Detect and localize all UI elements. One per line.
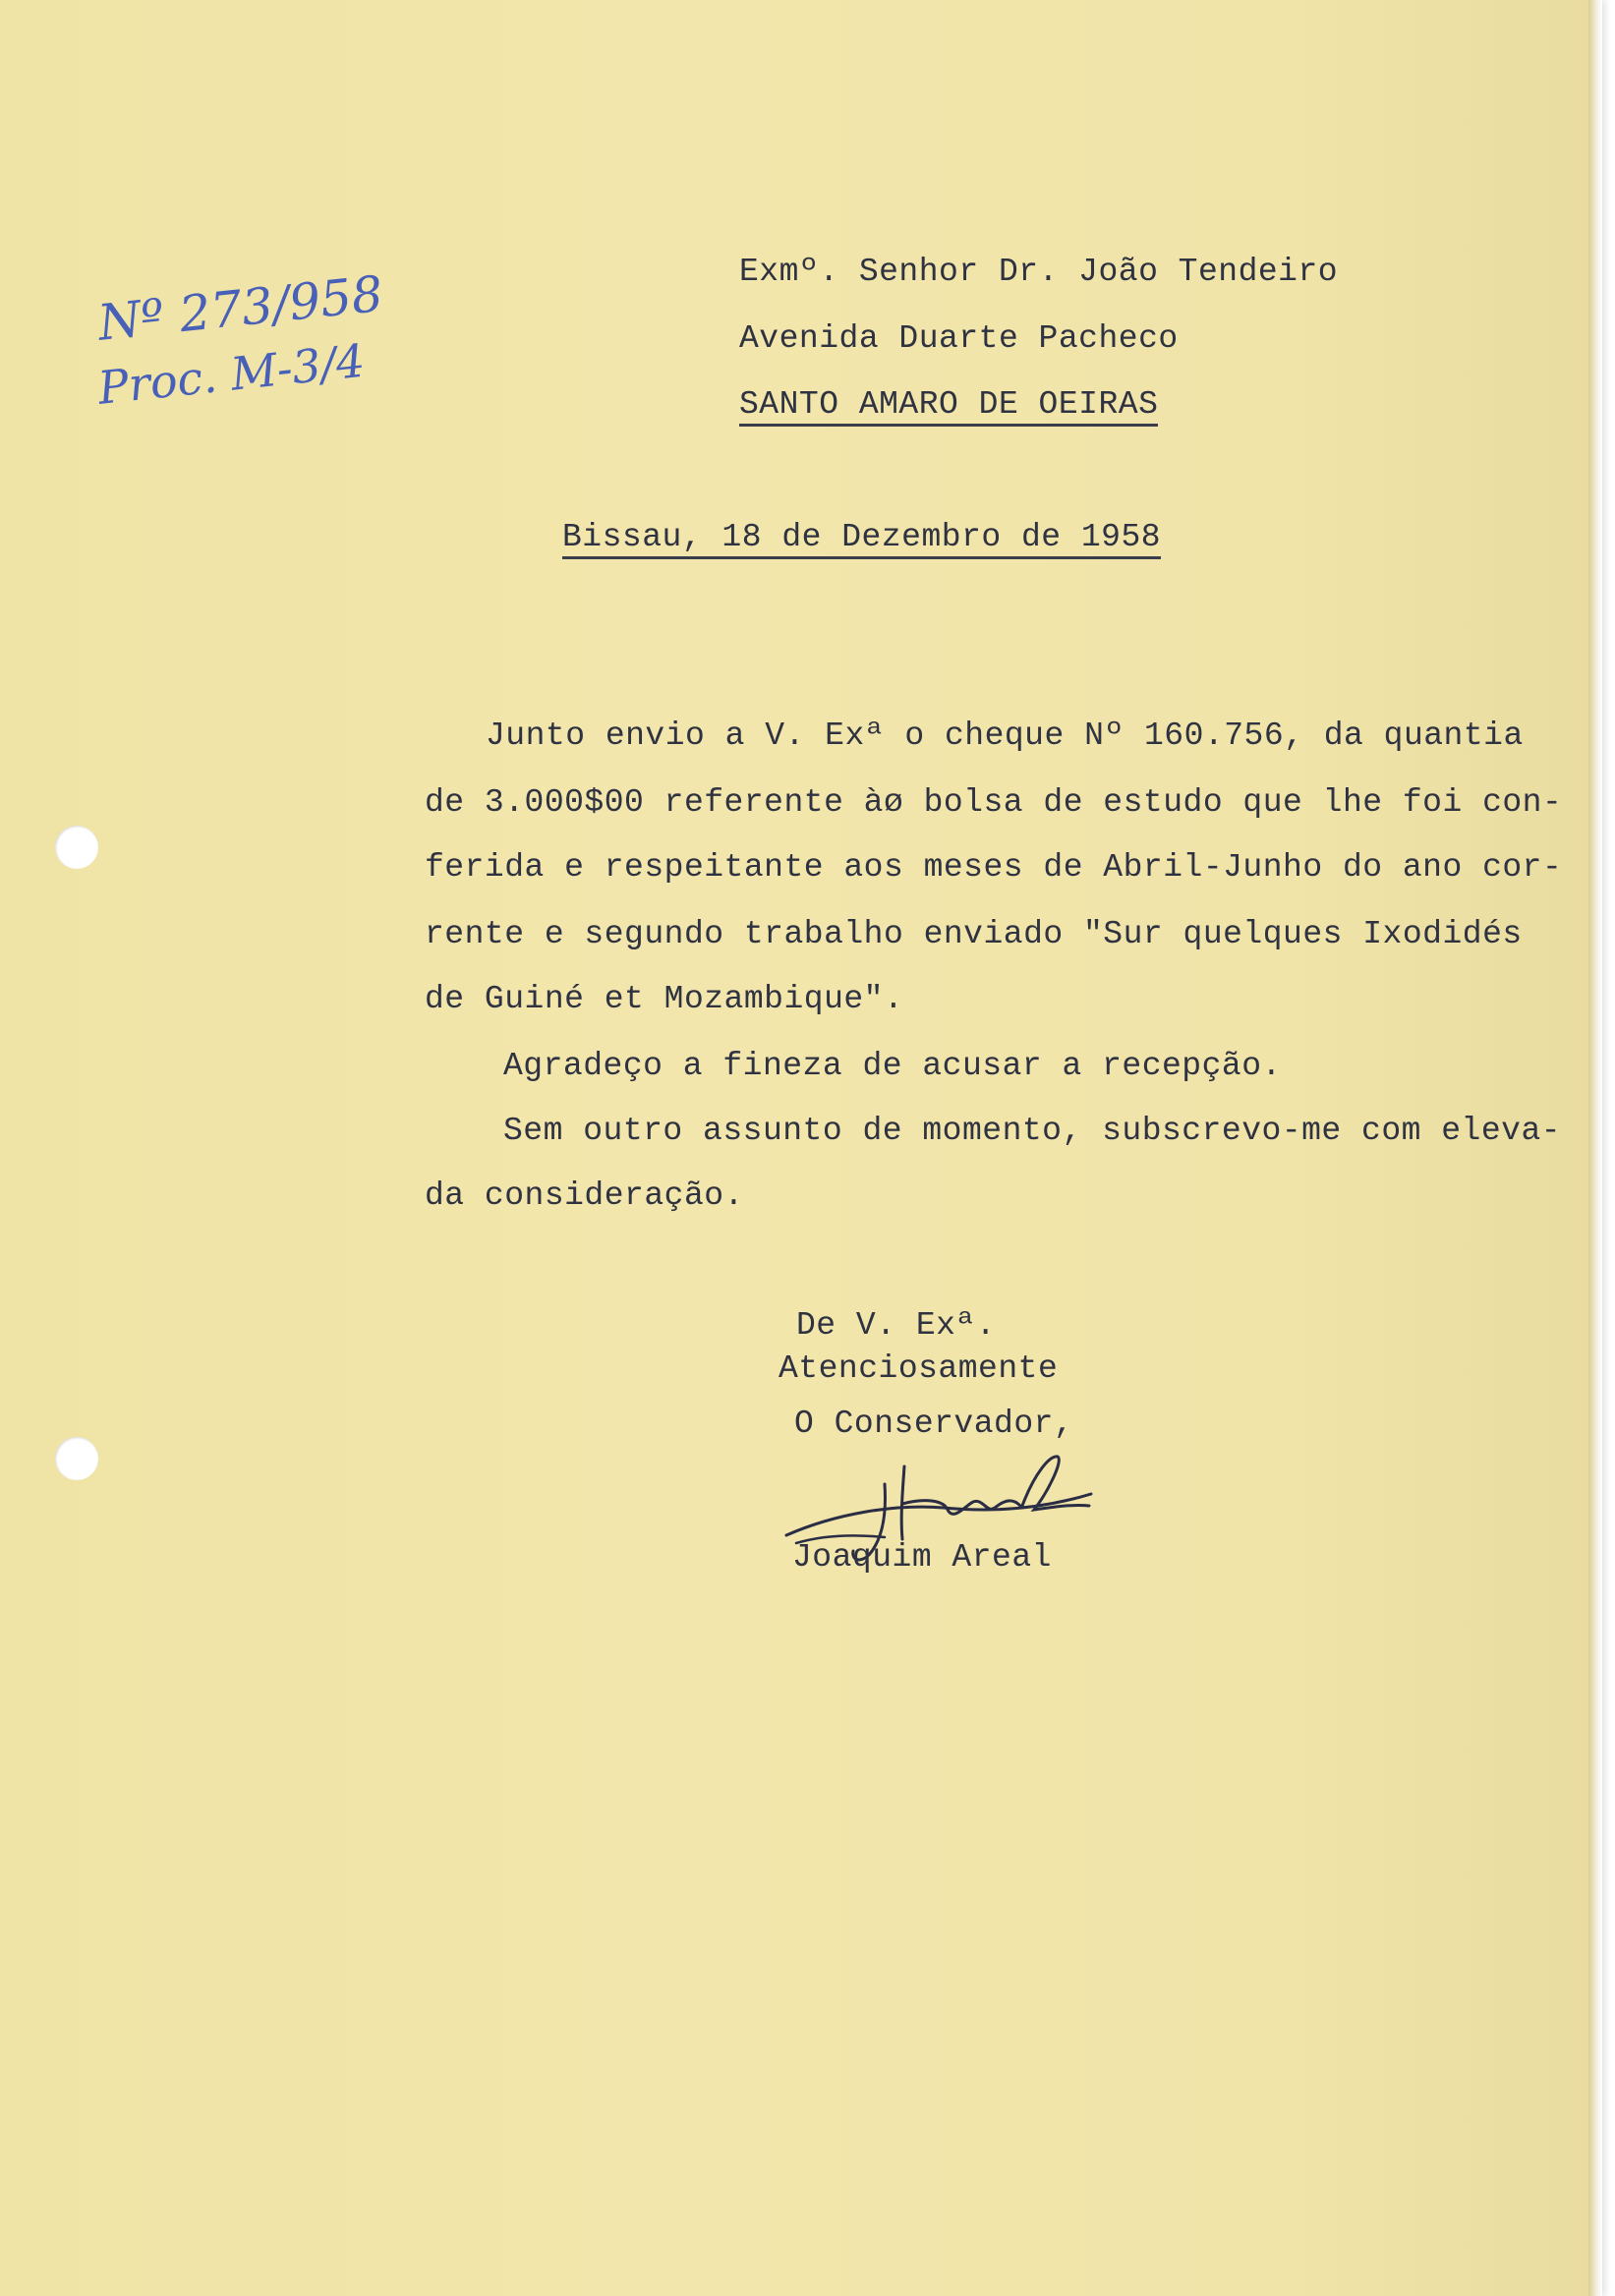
body-line-1: Junto envio a V. Exª o cheque Nº 160.756, da quantia xyxy=(486,718,1524,754)
addressee-name: Exmº. Senhor Dr. João Tendeiro xyxy=(739,254,1339,290)
body-line-4: rente e segundo trabalho enviado "Sur quelques Ixodidés xyxy=(425,916,1523,952)
addressee-street: Avenida Duarte Pacheco xyxy=(739,320,1179,357)
addressee-city: SANTO AMARO DE OEIRAS xyxy=(739,388,1158,427)
handwritten-proc-number: Proc. M-3/4 xyxy=(95,333,368,415)
body-thanks-line: Agradeço a fineza de acusar a recepção. xyxy=(503,1048,1282,1084)
body-line-3: ferida e respeitante aos meses de Abril-Junho do ano cor- xyxy=(425,849,1563,886)
date-line: Bissau, 18 de Dezembro de 1958 xyxy=(562,521,1161,559)
closing-regards: Atenciosamente xyxy=(779,1350,1059,1387)
body-closing-line-1: Sem outro assunto de momento, subscrevo-me com eleva- xyxy=(503,1113,1562,1149)
signer-name: Joaquim Areal xyxy=(792,1539,1052,1576)
body-line-2: de 3.000$00 referente àø bolsa de estudo que lhe foi con- xyxy=(425,784,1563,821)
closing-salutation: De V. Exª. xyxy=(796,1307,997,1344)
page-edge xyxy=(1588,0,1602,2296)
punch-hole-top xyxy=(55,826,98,869)
closing-title: O Conservador, xyxy=(794,1406,1074,1442)
body-line-5: de Guiné et Mozambique". xyxy=(425,981,904,1017)
handwritten-ref-number: Nº 273/958 xyxy=(94,264,386,352)
body-closing-line-2: da consideração. xyxy=(425,1177,744,1214)
punch-hole-bottom xyxy=(55,1437,98,1480)
